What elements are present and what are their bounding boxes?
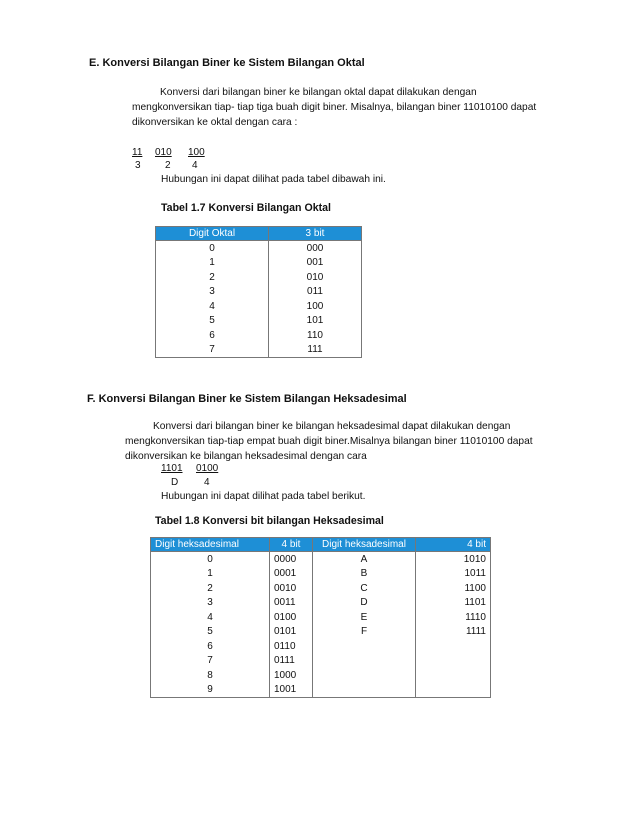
hex-table-header: Digit heksadesimal	[151, 538, 270, 552]
table-row	[151, 596, 491, 611]
table-row	[151, 581, 491, 596]
table-cell: 0	[156, 241, 269, 256]
table-row	[151, 567, 491, 582]
table-cell: 1001	[270, 683, 313, 698]
table-cell: D	[313, 596, 416, 611]
table-cell: F	[313, 625, 416, 640]
hex-table-header: Digit heksadesimal	[313, 538, 416, 552]
octal-digit: 3	[135, 160, 141, 171]
table-cell: 6	[156, 328, 269, 343]
table-cell: 1011	[416, 567, 491, 582]
table-cell: 7	[151, 654, 270, 669]
section-e-line-2: mengkonversikan tiap- tiap tiga buah digit biner. Misalnya, bilangan biner 11010100 dapat	[132, 102, 537, 113]
table-row	[151, 668, 491, 683]
table-cell: E	[313, 610, 416, 625]
table-cell: 1110	[416, 610, 491, 625]
table-cell: 0000	[270, 552, 313, 567]
table-cell: 0001	[270, 567, 313, 582]
table-row	[156, 256, 362, 271]
table-cell: 7	[156, 343, 269, 358]
table-cell: 110	[269, 328, 362, 343]
octal-group: 010	[155, 147, 172, 158]
table-cell: 1	[151, 567, 270, 582]
section-e-paragraph	[132, 85, 573, 130]
table-cell: C	[313, 581, 416, 596]
table-row	[151, 683, 491, 698]
table-cell: 011	[269, 285, 362, 300]
table-row	[156, 328, 362, 343]
table-cell	[416, 639, 491, 654]
section-e-line-3: dikonversikan ke oktal dengan cara :	[132, 117, 298, 128]
octal-digit: 2	[165, 160, 171, 171]
table-cell: 3	[156, 285, 269, 300]
table-row	[151, 639, 491, 654]
table-cell: 100	[269, 299, 362, 314]
table-cell	[313, 668, 416, 683]
section-f-line-3: dikonversikan ke bilangan heksadesimal dengan cara	[125, 451, 367, 462]
octal-table-header: Digit Oktal	[156, 227, 269, 241]
section-e-note: Hubungan ini dapat dilihat pada tabel dibawah ini.	[161, 174, 386, 185]
table-cell: 1000	[270, 668, 313, 683]
table-row	[156, 241, 362, 256]
table-row	[151, 654, 491, 669]
section-e-line-1: Konversi dari bilangan biner ke bilangan oktal dapat dilakukan dengan	[160, 87, 477, 98]
table-cell: A	[313, 552, 416, 567]
table-row	[156, 343, 362, 358]
table-cell: 4	[156, 299, 269, 314]
table-row	[156, 285, 362, 300]
table-cell: 0110	[270, 639, 313, 654]
table-cell: 9	[151, 683, 270, 698]
table-cell	[313, 639, 416, 654]
section-e-heading: E. Konversi Bilangan Biner ke Sistem Bilangan Oktal	[89, 57, 365, 69]
table-cell: 0100	[270, 610, 313, 625]
table-cell	[416, 654, 491, 669]
table-row	[151, 610, 491, 625]
table-cell: 8	[151, 668, 270, 683]
table-cell: 010	[269, 270, 362, 285]
hex-table-header: 4 bit	[270, 538, 313, 552]
hex-group: 0100	[196, 463, 219, 474]
table-cell: 4	[151, 610, 270, 625]
table-cell: 0	[151, 552, 270, 567]
octal-group: 100	[188, 147, 205, 158]
hex-digit: 4	[204, 477, 210, 488]
table-cell: 1010	[416, 552, 491, 567]
section-f-heading: F. Konversi Bilangan Biner ke Sistem Bilangan Heksadesimal	[87, 393, 407, 405]
table-cell: 1111	[416, 625, 491, 640]
table-1-8-caption: Tabel 1.8 Konversi bit bilangan Heksadesimal	[155, 515, 384, 527]
table-row	[151, 552, 491, 567]
table-cell: 0101	[270, 625, 313, 640]
hex-digit: D	[171, 477, 179, 488]
table-row	[156, 270, 362, 285]
table-1-7-caption: Tabel 1.7 Konversi Bilangan Oktal	[161, 202, 331, 214]
table-cell: 0111	[270, 654, 313, 669]
table-cell	[416, 668, 491, 683]
octal-group: 11	[132, 147, 143, 158]
table-cell: 3	[151, 596, 270, 611]
table-cell: 101	[269, 314, 362, 329]
octal-table	[155, 226, 362, 358]
hex-group: 1101	[161, 463, 183, 474]
section-f-line-2: mengkonversikan tiap-tiap empat buah digit biner.Misalnya bilangan biner 11010100 dapat	[125, 436, 533, 447]
table-row	[156, 314, 362, 329]
table-cell: 1101	[416, 596, 491, 611]
table-cell: 1	[156, 256, 269, 271]
table-cell	[313, 654, 416, 669]
section-f-paragraph	[125, 419, 556, 464]
hex-table	[150, 537, 491, 698]
table-cell: 0010	[270, 581, 313, 596]
table-cell: 5	[151, 625, 270, 640]
table-cell: 000	[269, 241, 362, 256]
table-cell	[416, 683, 491, 698]
table-cell: 001	[269, 256, 362, 271]
table-cell: 5	[156, 314, 269, 329]
table-row	[151, 625, 491, 640]
table-cell: 1100	[416, 581, 491, 596]
table-row	[156, 299, 362, 314]
section-f-note: Hubungan ini dapat dilihat pada tabel berikut.	[161, 491, 366, 502]
table-cell	[313, 683, 416, 698]
section-f-line-1: Konversi dari bilangan biner ke bilangan heksadesimal dapat dilakukan dengan	[153, 421, 511, 432]
table-cell: 6	[151, 639, 270, 654]
table-cell: 0011	[270, 596, 313, 611]
table-cell: B	[313, 567, 416, 582]
table-cell: 2	[151, 581, 270, 596]
octal-table-header: 3 bit	[269, 227, 362, 241]
table-cell: 2	[156, 270, 269, 285]
table-cell: 111	[269, 343, 362, 358]
hex-table-header: 4 bit	[416, 538, 491, 552]
octal-digit: 4	[192, 160, 198, 171]
